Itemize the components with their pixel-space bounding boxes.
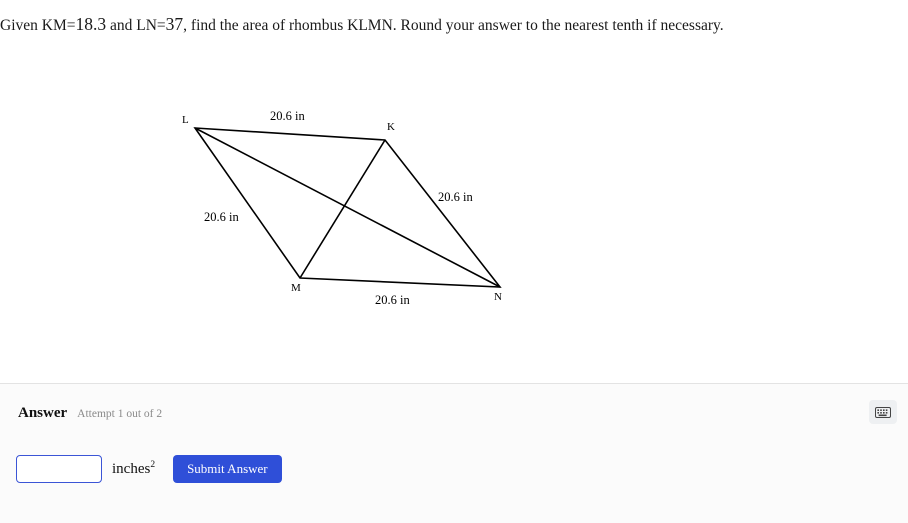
keyboard-glyph [875, 407, 891, 418]
keyboard-icon[interactable] [869, 400, 897, 424]
attempt-counter: Attempt 1 out of 2 [77, 408, 163, 420]
vertex-label-m: M [291, 282, 301, 294]
vertex-label-k: K [387, 121, 395, 133]
unit-exponent: 2 [150, 460, 156, 470]
answer-header [18, 405, 162, 422]
unit-text: inches [112, 461, 151, 477]
vertex-label-n: N [494, 291, 502, 303]
side-label-top: 20.6 in [270, 109, 305, 123]
answer-input[interactable] [16, 455, 102, 483]
submit-answer-button[interactable]: Submit Answer [173, 455, 282, 483]
question-km-value: 18.3 [75, 14, 107, 34]
question-text [0, 14, 908, 36]
question-suffix: , find the area of rhombus KLMN. Round your answer to the nearest tenth if necessary. [183, 17, 724, 34]
diagonal-ln [195, 128, 500, 287]
answer-label: Answer [18, 405, 68, 421]
vertex-label-l: L [182, 114, 189, 126]
rhombus-figure [150, 95, 570, 325]
diagonal-km [300, 140, 385, 278]
side-label-right: 20.6 in [438, 190, 473, 204]
unit-label [112, 460, 155, 478]
question-middle: and LN= [106, 17, 166, 34]
side-label-bottom: 20.6 in [375, 293, 410, 307]
question-ln-value: 37 [165, 14, 184, 34]
answer-row [16, 455, 282, 483]
section-divider [0, 383, 908, 384]
question-prefix: Given KM= [0, 17, 76, 34]
side-label-left: 20.6 in [204, 210, 239, 224]
